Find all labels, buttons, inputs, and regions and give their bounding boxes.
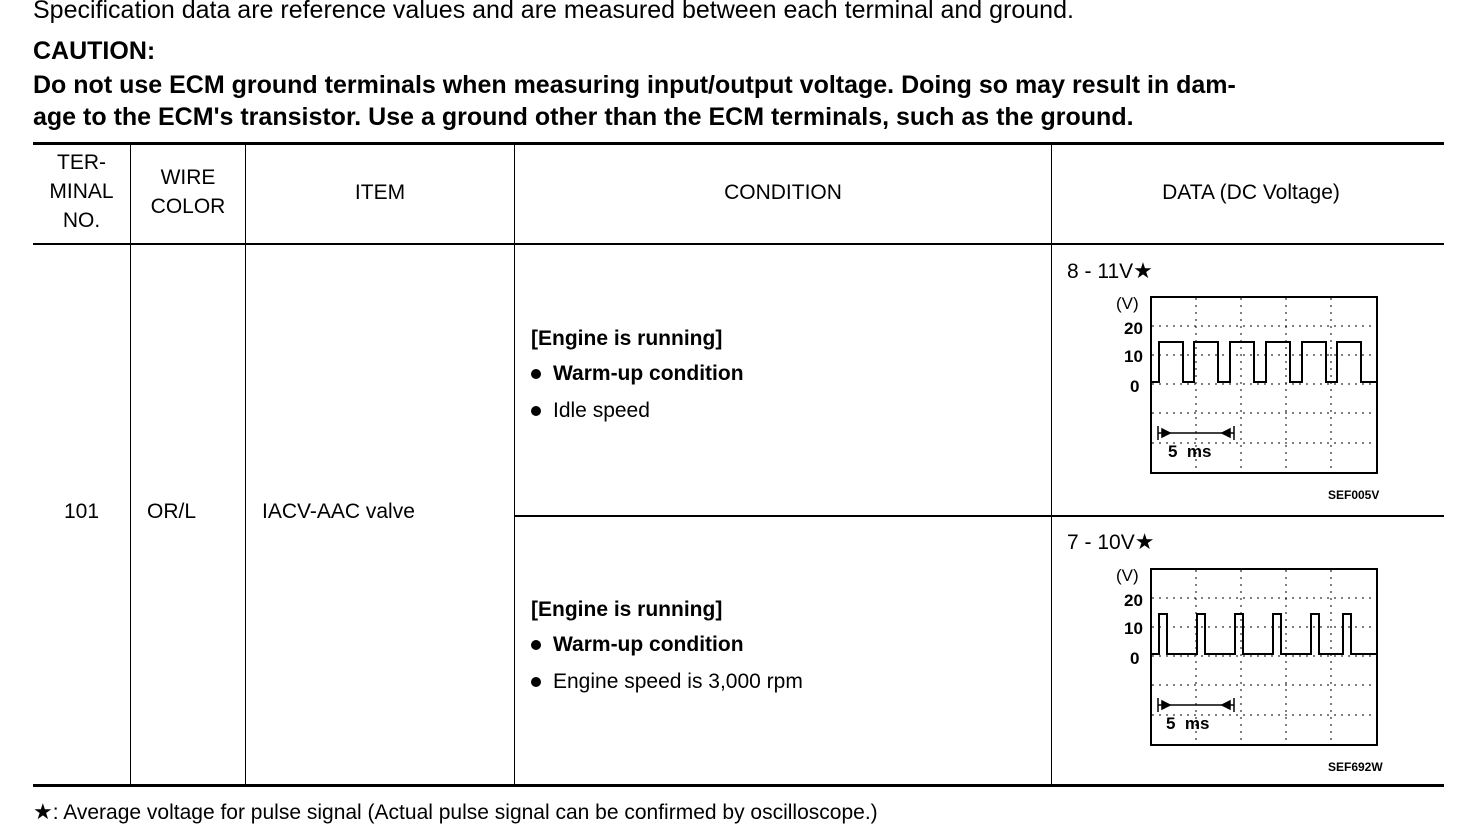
- time-scale-label: 5 ms: [1166, 714, 1210, 733]
- time-scale-arrow: [1158, 698, 1234, 712]
- bullet-icon: [531, 369, 541, 379]
- intro-text: Specification data are reference values and are measured between each terminal and ground.: [33, 0, 1074, 24]
- terminal-number: 101: [63, 500, 100, 523]
- voltage-range: 7 - 10V: [1067, 531, 1135, 554]
- caution-title: CAUTION:: [33, 37, 156, 65]
- bullet-text: Idle speed: [553, 399, 650, 422]
- header-wire-line-1: WIRE: [160, 166, 216, 189]
- condition-bullet: [531, 397, 744, 425]
- figure-code: SEF005V: [1328, 488, 1380, 502]
- figure-code: SEF692W: [1328, 760, 1383, 774]
- header-condition: CONDITION: [724, 181, 842, 204]
- bullet-icon: [531, 677, 541, 687]
- header-terminal-line-3: NO.: [62, 209, 101, 232]
- bullet-text: Engine speed is 3,000 rpm: [553, 670, 803, 693]
- col-divider-2: [245, 145, 246, 785]
- header-terminal-line-1: TER-: [57, 151, 106, 174]
- oscilloscope-waveform-3000rpm: [1110, 562, 1400, 752]
- condition-bullet: [531, 360, 744, 388]
- scope-tick-10: 10: [1124, 347, 1143, 366]
- scope-tick-20: 20: [1124, 591, 1143, 610]
- wire-color: OR/L: [147, 500, 197, 523]
- voltage-value: [1067, 529, 1154, 555]
- col-divider-1: [130, 145, 131, 785]
- star-icon: ★: [33, 799, 53, 824]
- header-terminal-line-2: MINAL: [49, 180, 114, 203]
- star-icon: ★: [1134, 529, 1155, 554]
- scope-tick-20: 20: [1124, 319, 1143, 338]
- header-terminal-no: [33, 148, 130, 235]
- caution-line-1: Do not use ECM ground terminals when measuring input/output voltage. Doing so may result in dam-: [33, 71, 1236, 99]
- scope-tick-0: 0: [1130, 377, 1140, 396]
- condition-head: [Engine is running]: [531, 327, 723, 350]
- condition-idle: [531, 327, 744, 434]
- voltage-range: 8 - 11V: [1067, 260, 1134, 283]
- bullet-text: Warm-up condition: [553, 362, 744, 385]
- star-icon: ★: [1133, 258, 1153, 283]
- scope-signal: [1152, 614, 1378, 654]
- caution-line-2: age to the ECM's transistor. Use a ground other than the ECM terminals, such as the ground.: [33, 103, 1134, 131]
- bullet-text: Warm-up condition: [553, 633, 744, 656]
- oscilloscope-waveform-idle: [1110, 290, 1400, 480]
- scope-tick-0: 0: [1130, 649, 1140, 668]
- condition-bullet: [531, 631, 803, 659]
- scope-unit-label: (V): [1116, 294, 1139, 313]
- item-name: IACV-AAC valve: [262, 500, 415, 523]
- scope-signal: [1152, 342, 1376, 382]
- condition-bullet: [531, 668, 803, 696]
- caution-text: [33, 69, 1445, 133]
- col-divider-3: [514, 145, 515, 785]
- scope-tick-10: 10: [1124, 619, 1143, 638]
- header-data: DATA (DC Voltage): [1162, 181, 1340, 204]
- condition-3000rpm: [531, 598, 803, 705]
- time-scale-label: 5 ms: [1168, 442, 1212, 461]
- header-item: ITEM: [354, 181, 406, 204]
- scope-unit-label: (V): [1116, 566, 1139, 585]
- footnote-text: : Average voltage for pulse signal (Actual pulse signal can be confirmed by oscilloscope.): [52, 801, 878, 824]
- bullet-icon: [531, 406, 541, 416]
- col-divider-4: [1051, 145, 1052, 785]
- header-wire-color: [131, 163, 245, 221]
- table-row-divider: [515, 515, 1444, 517]
- bullet-icon: [531, 640, 541, 650]
- header-wire-line-2: COLOR: [150, 195, 226, 218]
- footnote: [33, 799, 878, 825]
- condition-head: [Engine is running]: [531, 598, 723, 621]
- time-scale-arrow: [1158, 426, 1234, 440]
- voltage-value: [1067, 258, 1153, 284]
